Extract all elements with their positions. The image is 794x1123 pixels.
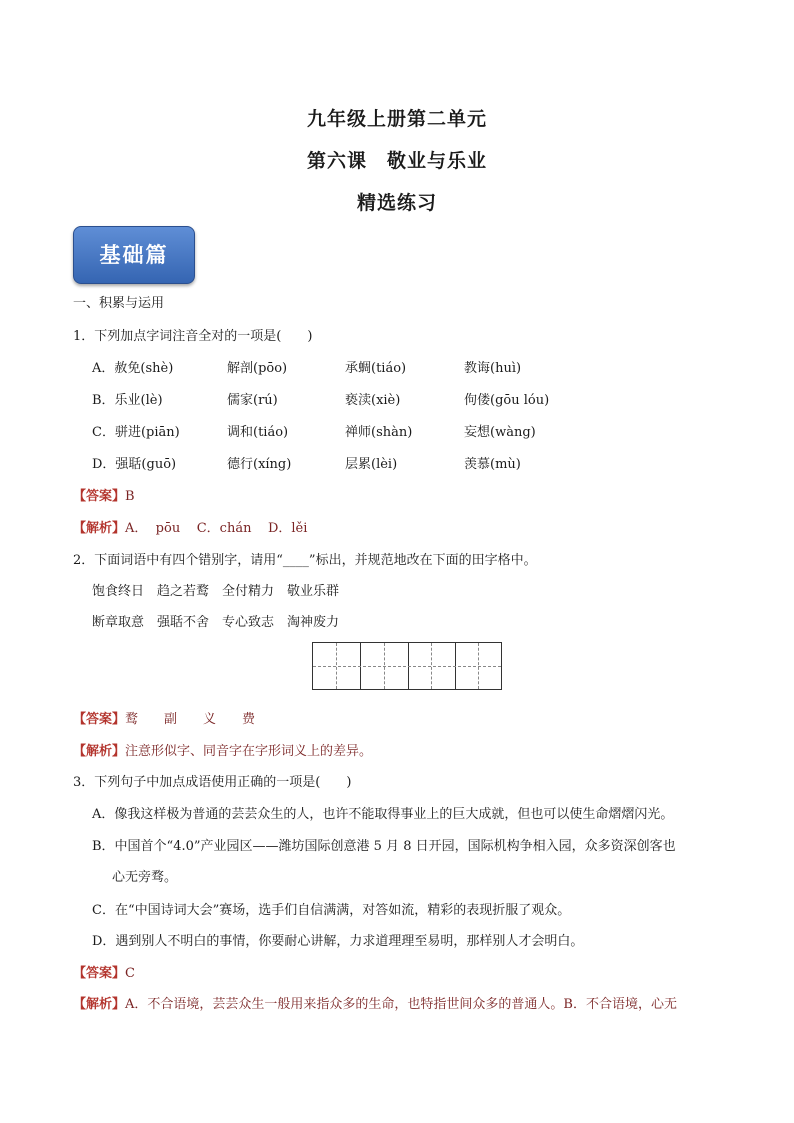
q1-analysis [73,517,307,536]
title-lesson: 第六课 敬业与乐业 [306,150,487,172]
question-3-stem: 3．下列句子中加点成语使用正确的一项是( ) [73,775,352,790]
q3-option-b-line-2: 心无旁骛。 [112,870,178,885]
q3-option-a: A．像我这样极为普通的芸芸众生的人，也许不能取得事业上的巨大成就，但也可以使生命熠熠闪光。 [92,807,674,822]
analysis-tag: 【解析】 [73,521,126,536]
q3-analysis [73,993,677,1012]
analysis-text: A． pōu C．chán D．lěi [125,521,308,536]
q2-words-row-2: 断章取意 强聒不舍 专心致志 淘神废力 [92,615,340,630]
q1-option-b-2: 儒家(rú) [227,393,278,408]
analysis-tag: 【解析】 [73,997,126,1012]
question-2-stem: 2．下面词语中有四个错别字，请用“____”标出，并规范地改在下面的田字格中。 [73,553,537,568]
q1-option-c-1: C．骈进(piān) [92,425,180,440]
q1-option-a-3: 承蜩(tiáo) [345,361,407,376]
analysis-text: A．不合语境，芸芸众生一般用来指众多的生命，也特指世间众多的普通人。B．不合语境，心无 [125,997,677,1012]
q1-option-b-3: 亵渎(xiè) [345,393,401,408]
q3-option-c: C．在“中国诗词大会”赛场，选手们自信满满，对答如流，精彩的表现折服了观众。 [92,903,571,918]
answer-tag: 【答案】 [73,966,126,981]
q1-answer [73,485,135,504]
answer-text: B [125,489,135,504]
answer-tag: 【答案】 [73,712,126,727]
q1-option-c-4: 妄想(wàng) [464,425,536,440]
answer-text: C [125,966,135,981]
section-heading: 一、积累与运用 [73,296,165,311]
q3-answer [73,962,135,981]
question-1-stem: 1．下列加点字词注音全对的一项是( ) [73,329,313,344]
tianzige-grid [312,642,502,690]
q1-option-d-3: 层累(lèi) [345,457,398,472]
q2-answer [73,708,255,727]
q1-option-b-4: 佝偻(gōu lóu) [464,393,550,408]
analysis-tag: 【解析】 [73,744,126,759]
q1-option-c-2: 调和(tiáo) [227,425,289,440]
q1-option-b-1: B．乐业(lè) [92,393,163,408]
q1-option-a-1: A．赦免(shè) [92,361,174,376]
title-grade-unit: 九年级上册第二单元 [306,108,487,130]
answer-tag: 【答案】 [73,489,126,504]
q1-option-d-4: 羡慕(mù) [464,457,521,472]
title-practice: 精选练习 [356,192,437,214]
analysis-text: 注意形似字、同音字在字形词义上的差异。 [125,744,373,759]
q2-analysis [73,740,372,759]
q2-words-row-1: 饱食终日 趋之若鹜 全付精力 敬业乐群 [92,584,340,599]
answer-text: 鹜 副 义 费 [125,712,256,727]
section-badge-basic: 基础篇 [73,226,195,284]
q3-option-b-line-1: B．中国首个“4.0”产业园区——潍坊国际创意港 5 月 8 日开园，国际机构争相入园，众多资深创客也 [92,839,676,854]
q1-option-d-1: D．强聒(guō) [92,457,177,472]
q3-option-d: D．遇到别人不明白的事情，你要耐心讲解，力求道理理至易明，那样别人才会明白。 [92,934,584,949]
q1-option-c-3: 禅师(shàn) [345,425,413,440]
q1-option-a-2: 解剖(pōo) [227,361,288,376]
q1-option-a-4: 教诲(huì) [464,361,522,376]
q1-option-d-2: 德行(xíng) [227,457,292,472]
